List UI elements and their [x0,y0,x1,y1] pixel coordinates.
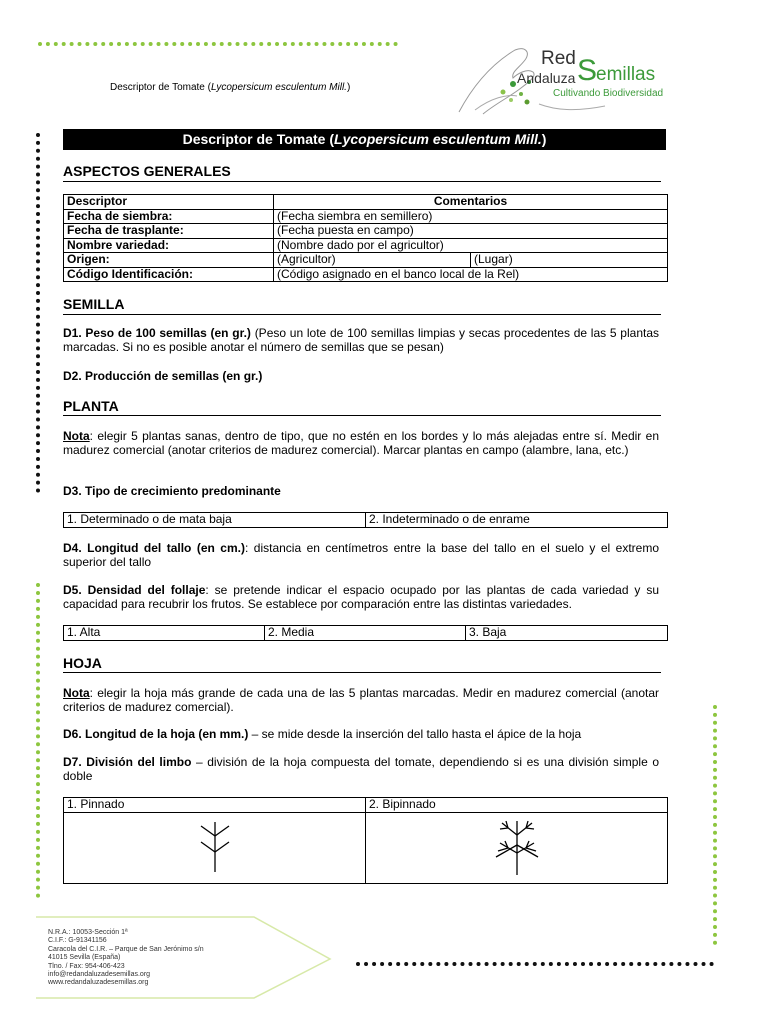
section-rule [63,415,661,416]
top-dotted-border [38,42,398,46]
table-row [64,209,668,224]
table-row [64,253,668,268]
logo [455,42,675,118]
table-row [64,267,668,282]
bipinnado-illustration-cell [366,812,668,883]
row-value[interactable]: (Código asignado en el banco local de la Rel) [274,267,668,282]
logo-red: Red [541,48,576,69]
table-row [64,626,668,641]
row-value[interactable]: (Fecha siembra en semillero) [274,209,668,224]
descriptor-d6: D6. Longitud de la hoja (en mm.) – se mide desde la inserción del tallo hasta el ápice de la hoja [63,727,582,741]
page-title: Descriptor de Tomate (Lycopersicum esculentum Mill.) [63,129,666,150]
general-table [63,194,668,282]
descriptor-d3: D3. Tipo de crecimiento predominante [63,484,281,498]
row-value[interactable]: (Fecha puesta en campo) [274,224,668,239]
planta-note: Nota: elegir 5 plantas sanas, dentro de tipo, que no estén en los bordes y lo más alejadas entre sí. Medir en madurez comercial (anotar criterios de madurez comercial). Marcar plantas en campo (alambre, lana, etc.) [63,429,659,457]
row-label: Fecha de trasplante: [64,224,274,239]
table-row [64,195,668,210]
header-descriptor-cell: Descriptor [64,195,274,210]
footer-address [48,929,288,988]
row-value-2[interactable]: (Lugar) [471,253,668,268]
logo-s: S [577,54,598,87]
footer-line: Tlno. / Fax: 954-406-423 [48,962,125,970]
right-dotted-border-green [713,705,717,945]
header-comentarios-cell: Comentarios [274,195,668,210]
section-planta: PLANTA [63,398,119,414]
option-cell[interactable]: 2. Indeterminado o de enrame [366,513,668,528]
footer-line: 41015 Sevilla (España) [48,954,121,962]
row-value[interactable]: (Nombre dado por el agricultor) [274,238,668,253]
option-cell[interactable]: 3. Baja [466,626,668,641]
row-label: Fecha de siembra: [64,209,274,224]
pinnate-leaf-icon [185,818,245,874]
table-row [64,224,668,239]
footer-line: Caracola del C.I.R. – Parque de San Jerónimo s/n [48,945,204,953]
left-dotted-border-green [36,583,40,898]
row-label: Origen: [64,253,274,268]
left-dotted-border-black [36,133,40,493]
row-label: Nombre variedad: [64,238,274,253]
descriptor-d5: D5. Densidad del follaje: se pretende indicar el espacio ocupado por las plantas de cada variedad y su capacidad para recubrir los frutos. Se establece por comparación entre las distintas variedades. [63,583,660,611]
option-cell[interactable]: 1. Alta [64,626,265,641]
footer-line: N.R.A.: 10053-Sección 1ª [48,929,128,936]
section-semilla: SEMILLA [63,296,125,312]
section-aspectos-generales: ASPECTOS GENERALES [63,163,231,179]
table-row [64,513,668,528]
option-cell[interactable]: 1. Pinnado [64,798,366,813]
d7-options-table [63,797,668,884]
section-hoja: HOJA [63,655,102,671]
bottom-dotted-border [356,962,714,966]
logo-andaluza: Andaluza [517,70,576,86]
hoja-note: Nota: elegir la hoja más grande de cada una de las 5 plantas marcadas. Medir en madurez comercial (anotar criterios de madurez comercial). [63,686,659,714]
footer-website[interactable]: www.redandaluzadesemillas.org [48,979,149,987]
pinnado-illustration-cell [64,812,366,883]
bipinnate-leaf-icon [482,815,552,877]
section-rule [63,314,661,315]
logo-tagline: Cultivando Biodiversidad [553,88,664,99]
descriptor-d1: D1. Peso de 100 semillas (en gr.) (Peso un lote de 100 semillas limpias y secas procedentes de las 5 plantas marcadas. Si no es posible anotar el número de semillas que se pesan) [63,326,660,354]
logo-semillas: emillas [596,64,656,85]
section-rule [63,672,661,673]
table-row [64,812,668,883]
d5-options-table [63,625,668,641]
descriptor-d7: D7. División del limbo – división de la hoja compuesta del tomate, dependiendo si es una división simple o doble [63,755,659,783]
row-value[interactable]: (Agricultor) [274,253,471,268]
footer-line: C.I.F.: G-91341156 [48,937,107,945]
descriptor-d2: D2. Producción de semillas (en gr.) [63,369,263,383]
table-row [64,238,668,253]
option-cell[interactable]: 2. Media [265,626,466,641]
d3-options-table [63,512,668,528]
option-cell[interactable]: 2. Bipinnado [366,798,668,813]
descriptor-d4: D4. Longitud del tallo (en cm.): distancia en centímetros entre la base del tallo en el suelo y el extremo superior del tallo [63,541,659,569]
section-rule [63,181,661,182]
table-row [64,798,668,813]
header-descriptor: Descriptor de Tomate (Lycopersicum esculentum Mill.) [110,82,351,93]
row-label: Código Identificación: [64,267,274,282]
footer-email[interactable]: info@redandaluzadesemillas.org [48,971,151,979]
option-cell[interactable]: 1. Determinado o de mata baja [64,513,366,528]
